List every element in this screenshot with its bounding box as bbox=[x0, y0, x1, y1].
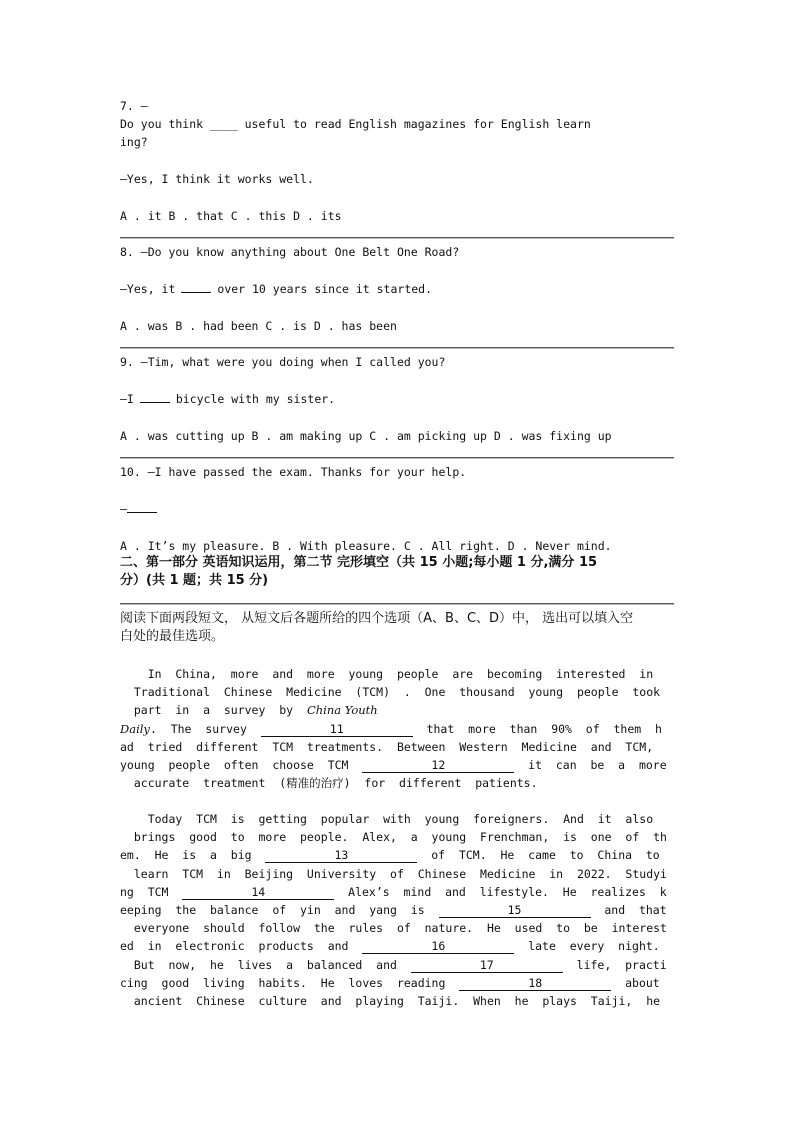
divider bbox=[120, 603, 674, 605]
blank-16: 16 bbox=[362, 939, 514, 954]
instruction-line1: 阅读下面两段短文， 从短文后各题所给的四个选项（A、B、C、D）中， 选出可以填入空 bbox=[120, 611, 634, 626]
passage-line: ancient Chinese culture and playing Taiji. When he plays Taiji, he bbox=[120, 993, 661, 1008]
answer-blank bbox=[181, 280, 211, 293]
q8-reply bbox=[120, 280, 675, 298]
passage-text: part in a survey by bbox=[120, 703, 307, 718]
q9-reply-start: —I bbox=[120, 392, 134, 406]
blank-11: 11 bbox=[261, 722, 413, 737]
passage-line bbox=[120, 720, 673, 738]
q10-reply-start: — bbox=[120, 502, 127, 516]
passage-line: Today TCM is getting popular with young foreigners. And it also bbox=[120, 812, 654, 826]
q9-reply-end: bicycle with my sister. bbox=[175, 392, 336, 406]
q8-reply-start: —Yes, it bbox=[120, 282, 176, 296]
passage-text: em. He is a big bbox=[120, 848, 266, 863]
q9-question: 9. —Tim, what were you doing when I called you? bbox=[120, 355, 446, 369]
blank-18: 18 bbox=[459, 976, 611, 991]
passage-text: But now, he lives a balanced and bbox=[120, 957, 411, 972]
passage-line: In China, more and more young people are becoming interested in bbox=[120, 667, 654, 681]
passage-line: ad tried different TCM treatments. Between Western Medicine and TCM, bbox=[120, 739, 654, 754]
answer-blank bbox=[140, 390, 170, 403]
q8-options: A . was B . had been C . is D . has been bbox=[120, 319, 397, 333]
passage-text: Alex’s mind and lifestyle. He realizes k bbox=[334, 884, 667, 899]
passage-text: eeping the balance of yin and yang is bbox=[120, 902, 439, 917]
passage-paragraph-1 bbox=[120, 665, 673, 792]
blank-17: 17 bbox=[411, 958, 563, 973]
passage-text: cing good living habits. He loves reading bbox=[120, 975, 460, 990]
passage-paragraph-2 bbox=[120, 810, 673, 1010]
passage-line bbox=[120, 974, 673, 992]
passage-line bbox=[120, 956, 673, 974]
divider bbox=[120, 347, 674, 349]
q7-question-line1: Do you think ____ useful to read English magazines for English learn bbox=[120, 117, 591, 131]
source-name: China Youth bbox=[306, 703, 378, 718]
answer-blank bbox=[127, 500, 157, 513]
blank-12: 12 bbox=[362, 758, 514, 773]
passage-line bbox=[120, 937, 673, 955]
q7-reply: —Yes, I think it works well. bbox=[120, 172, 314, 186]
blank-14: 14 bbox=[182, 885, 334, 900]
q10-question: 10. —I have passed the exam. Thanks for your help. bbox=[120, 465, 467, 479]
passage-text: ng TCM bbox=[120, 884, 183, 899]
blank-13: 13 bbox=[265, 848, 417, 863]
passage-line bbox=[120, 701, 673, 719]
passage-line bbox=[120, 846, 673, 864]
passage-line bbox=[120, 756, 673, 774]
section-heading-line2: 分）(共 1 题；共 15 分) bbox=[120, 573, 269, 588]
passage-text: life, practi bbox=[562, 957, 667, 972]
q9-reply bbox=[120, 390, 675, 408]
passage-text: . The survey bbox=[149, 721, 261, 736]
q8-question: 8. —Do you know anything about One Belt One Road? bbox=[120, 245, 460, 259]
passage-text: late every night. bbox=[514, 939, 660, 954]
q10-reply bbox=[120, 500, 675, 518]
passage-line: Traditional Chinese Medicine (TCM) . One thousand young people took bbox=[120, 685, 661, 700]
passage-line: everyone should follow the rules of nature. He used to be interest bbox=[120, 921, 667, 936]
passage-text: that more than 90% of them h bbox=[412, 721, 662, 736]
passage-text: of TCM. He came to China to bbox=[417, 848, 660, 863]
q7-question-line2: ing? bbox=[120, 135, 148, 149]
passage-text: it can be a more bbox=[514, 757, 667, 772]
blank-15: 15 bbox=[439, 903, 591, 918]
q8-reply-end: over 10 years since it started. bbox=[217, 282, 433, 296]
passage-text: about bbox=[611, 975, 660, 990]
passage-text: ed in electronic products and bbox=[120, 939, 363, 954]
passage-line: brings good to more people. Alex, a young Frenchman, is one of th bbox=[120, 830, 667, 845]
passage-text: and that bbox=[590, 902, 667, 917]
divider bbox=[120, 237, 674, 239]
passage-line bbox=[120, 883, 673, 901]
q7-number: 7. — bbox=[120, 99, 148, 113]
passage-line: accurate treatment (精准的治疗) for different patients. bbox=[120, 776, 538, 791]
section-heading-line1: 二、第一部分 英语知识运用，第二节 完形填空（共 15 小题;每小题 1 分,满分 15 bbox=[120, 555, 598, 570]
q7-options: A . it B . that C . this D . its bbox=[120, 209, 342, 223]
passage-text: young people often choose TCM bbox=[120, 757, 363, 772]
q9-options: A . was cutting up B . am making up C . am picking up D . was fixing up bbox=[120, 429, 612, 443]
source-name: Daily bbox=[120, 721, 150, 736]
divider bbox=[120, 457, 674, 459]
instruction-line2: 白处的最佳选项。 bbox=[120, 629, 225, 644]
q10-options: A . It’s my pleasure. B . With pleasure. C . All right. D . Never mind. bbox=[120, 539, 612, 553]
passage-line bbox=[120, 901, 673, 919]
passage-line: learn TCM in Beijing University of Chinese Medicine in 2022. Studyi bbox=[120, 866, 667, 881]
